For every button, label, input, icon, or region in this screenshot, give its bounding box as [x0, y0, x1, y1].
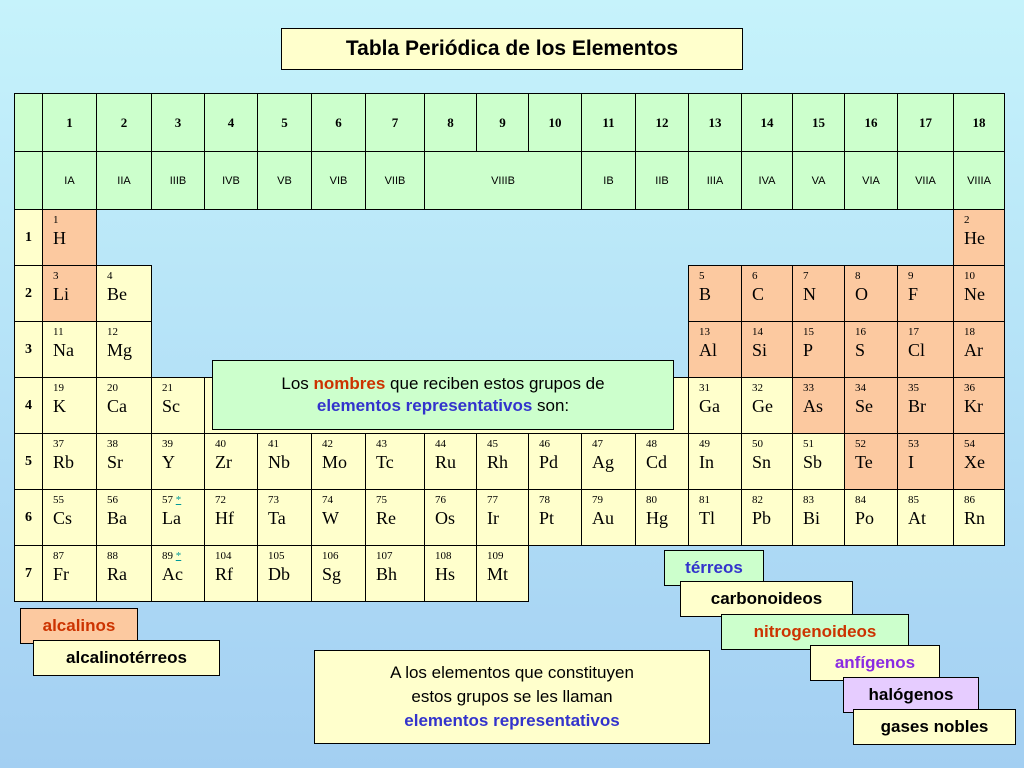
atomic-number: 52 [855, 438, 866, 450]
element-symbol: Rf [215, 564, 233, 584]
element-cell [425, 490, 477, 546]
atomic-number: 49 [699, 438, 710, 450]
element-cell [898, 266, 954, 322]
element-symbol: Tl [699, 508, 715, 528]
gap [97, 210, 954, 266]
element-cell [152, 378, 205, 434]
label-halogenos: halógenos [843, 677, 979, 713]
element-symbol: Tc [376, 452, 394, 472]
element-cell [636, 490, 689, 546]
atomic-number: 39 [162, 438, 173, 450]
element-symbol: Rb [53, 452, 75, 472]
element-cell [97, 434, 152, 490]
atomic-number: 81 [699, 494, 710, 506]
group-header: 12 [636, 94, 689, 152]
element-symbol: As [803, 396, 824, 416]
atomic-number: 47 [592, 438, 603, 450]
period-row [15, 266, 1005, 322]
element-symbol: Rh [487, 452, 509, 472]
element-cell [152, 434, 205, 490]
element-cell [954, 266, 1005, 322]
label-anfigenos: anfígenos [810, 645, 940, 681]
element-symbol: Sn [752, 452, 772, 472]
element-cell [97, 490, 152, 546]
element-symbol: Nb [268, 452, 290, 472]
element-symbol: He [964, 228, 985, 248]
element-cell [636, 434, 689, 490]
element-cell [742, 266, 793, 322]
group-header: 7 [366, 94, 425, 152]
element-symbol: Be [107, 284, 127, 304]
element-cell [954, 378, 1005, 434]
element-cell [312, 434, 366, 490]
atomic-number: 105 [268, 550, 285, 562]
element-symbol: In [699, 452, 714, 472]
group-roman-row [15, 152, 1005, 210]
period-label: 7 [15, 546, 43, 602]
label-alcalinoterreos: alcalinotérreos [33, 640, 220, 676]
atomic-number: 8 [855, 270, 861, 282]
element-symbol: O [855, 284, 868, 304]
element-symbol: Ba [107, 508, 127, 528]
representative-elements-note [314, 650, 710, 744]
group-header: 9 [477, 94, 529, 152]
atomic-number: 108 [435, 550, 452, 562]
element-cell [689, 378, 742, 434]
atomic-number: 85 [908, 494, 919, 506]
atomic-number: 9 [908, 270, 914, 282]
label-alcalinos: alcalinos [20, 608, 138, 644]
group-header: 18 [954, 94, 1005, 152]
atomic-number: 6 [752, 270, 758, 282]
group-header: 15 [793, 94, 845, 152]
atomic-number: 31 [699, 382, 710, 394]
group-header: 6 [312, 94, 366, 152]
element-cell [845, 266, 898, 322]
element-cell [152, 490, 205, 546]
element-cell [689, 434, 742, 490]
actinide-link[interactable]: * [175, 550, 182, 562]
representative-groups-note [212, 360, 674, 430]
element-symbol: Ga [699, 396, 720, 416]
group-header: 17 [898, 94, 954, 152]
group-number-row [15, 94, 1005, 152]
group-roman: IA [43, 152, 97, 210]
element-symbol: Te [855, 452, 873, 472]
note-text: Los [281, 374, 314, 393]
element-cell [742, 322, 793, 378]
element-cell [582, 490, 636, 546]
element-symbol: Fr [53, 564, 70, 584]
element-symbol: H [53, 228, 66, 248]
atomic-number: 16 [855, 326, 866, 338]
element-cell [258, 546, 312, 602]
note-line-1 [281, 373, 604, 395]
element-symbol: Ca [107, 396, 127, 416]
element-cell [845, 378, 898, 434]
element-symbol: Ra [107, 564, 127, 584]
element-cell [258, 434, 312, 490]
atomic-number: 11 [53, 326, 64, 338]
atomic-number: 50 [752, 438, 763, 450]
group-header: 10 [529, 94, 582, 152]
element-symbol: C [752, 284, 765, 304]
element-symbol: Y [162, 452, 175, 472]
atomic-number: 79 [592, 494, 603, 506]
label-gases-nobles: gases nobles [853, 709, 1016, 745]
atomic-number: 54 [964, 438, 975, 450]
atomic-number: 77 [487, 494, 498, 506]
atomic-number: 45 [487, 438, 498, 450]
atomic-number: 15 [803, 326, 814, 338]
element-cell [43, 322, 97, 378]
atomic-number: 20 [107, 382, 118, 394]
element-cell [793, 378, 845, 434]
atomic-number: 38 [107, 438, 118, 450]
element-cell [954, 210, 1005, 266]
note-line-2 [317, 395, 569, 417]
period-label: 3 [15, 322, 43, 378]
element-cell [845, 322, 898, 378]
atomic-number: 56 [107, 494, 118, 506]
atomic-number: 41 [268, 438, 279, 450]
atomic-number: 21 [162, 382, 173, 394]
atomic-number: 82 [752, 494, 763, 506]
element-cell [954, 322, 1005, 378]
group-header: 13 [689, 94, 742, 152]
element-cell [477, 546, 529, 602]
atomic-number: 73 [268, 494, 279, 506]
element-symbol: Ru [435, 452, 457, 472]
element-cell [954, 490, 1005, 546]
atomic-number: 17 [908, 326, 919, 338]
group-roman: VA [793, 152, 845, 210]
group-header: 2 [97, 94, 152, 152]
element-symbol: Li [53, 284, 69, 304]
element-cell [43, 210, 97, 266]
element-symbol: Cs [53, 508, 73, 528]
group-roman: VB [258, 152, 312, 210]
group-header: 5 [258, 94, 312, 152]
note-highlight-nombres: nombres [313, 374, 386, 393]
element-cell [43, 546, 97, 602]
atomic-number: 14 [752, 326, 763, 338]
element-symbol: Ar [964, 340, 983, 360]
atomic-number: 78 [539, 494, 550, 506]
period-label: 6 [15, 490, 43, 546]
element-symbol: Ge [752, 396, 773, 416]
period-label: 4 [15, 378, 43, 434]
period-row [15, 210, 1005, 266]
element-symbol: Zr [215, 452, 232, 472]
atomic-number [152, 546, 204, 562]
element-symbol: Bi [803, 508, 821, 528]
element-symbol: Ac [162, 564, 183, 584]
element-cell [43, 434, 97, 490]
atomic-number-value: 57 [162, 494, 173, 506]
element-symbol: Mo [322, 452, 348, 472]
label-nitrogenoideos: nitrogenoideos [721, 614, 909, 650]
group-roman: IVA [742, 152, 793, 210]
group-roman: VIIIB [425, 152, 582, 210]
period-label: 5 [15, 434, 43, 490]
element-symbol: S [855, 340, 866, 360]
element-cell [742, 434, 793, 490]
element-cell [205, 434, 258, 490]
bottom-note-line-2: estos grupos se les llaman [411, 687, 613, 706]
group-roman: VIA [845, 152, 898, 210]
element-cell [97, 266, 152, 322]
atomic-number: 10 [964, 270, 975, 282]
element-cell [477, 434, 529, 490]
element-cell [582, 434, 636, 490]
element-symbol: Se [855, 396, 873, 416]
element-symbol: Kr [964, 396, 983, 416]
element-symbol: Mt [487, 564, 509, 584]
element-symbol: Ne [964, 284, 985, 304]
element-symbol: Ag [592, 452, 614, 472]
element-symbol: K [53, 396, 66, 416]
atomic-number: 2 [964, 214, 970, 226]
note-text: son: [532, 396, 570, 415]
atomic-number: 33 [803, 382, 814, 394]
element-symbol: Sg [322, 564, 342, 584]
element-cell [366, 546, 425, 602]
element-cell [205, 490, 258, 546]
atomic-number: 34 [855, 382, 866, 394]
corner-cell [15, 94, 43, 152]
atomic-number: 76 [435, 494, 446, 506]
atomic-number: 53 [908, 438, 919, 450]
atomic-number: 3 [53, 270, 59, 282]
atomic-number: 12 [107, 326, 118, 338]
element-symbol: W [322, 508, 339, 528]
element-cell [258, 490, 312, 546]
element-symbol: Db [268, 564, 290, 584]
element-cell [205, 546, 258, 602]
lanthanide-link[interactable]: * [175, 494, 182, 506]
periodic-table [14, 93, 1005, 602]
element-cell [793, 266, 845, 322]
element-symbol: Au [592, 508, 614, 528]
atomic-number: 1 [53, 214, 59, 226]
atomic-number [152, 490, 204, 506]
element-cell [529, 490, 582, 546]
element-cell [689, 322, 742, 378]
element-symbol: Sr [107, 452, 124, 472]
element-cell [43, 266, 97, 322]
atomic-number: 4 [107, 270, 113, 282]
element-symbol: Bh [376, 564, 398, 584]
group-roman: VIIA [898, 152, 954, 210]
element-symbol: Al [699, 340, 717, 360]
atomic-number: 18 [964, 326, 975, 338]
atomic-number: 51 [803, 438, 814, 450]
element-symbol: Si [752, 340, 768, 360]
element-cell [43, 490, 97, 546]
atomic-number: 106 [322, 550, 339, 562]
element-cell [689, 490, 742, 546]
group-roman: IIB [636, 152, 689, 210]
atomic-number: 19 [53, 382, 64, 394]
element-cell [477, 490, 529, 546]
element-cell [793, 434, 845, 490]
atomic-number: 5 [699, 270, 705, 282]
element-cell [152, 546, 205, 602]
atomic-number: 37 [53, 438, 64, 450]
element-symbol: I [908, 452, 914, 472]
group-roman: VIB [312, 152, 366, 210]
element-symbol: Hf [215, 508, 234, 528]
element-cell [689, 266, 742, 322]
group-roman: IB [582, 152, 636, 210]
label-terreos: térreos [664, 550, 764, 586]
bottom-note-line-3: elementos representativos [404, 711, 620, 730]
atomic-number-value: 89 [162, 550, 173, 562]
group-roman: IIIA [689, 152, 742, 210]
element-symbol: F [908, 284, 919, 304]
atomic-number: 7 [803, 270, 809, 282]
element-symbol: Re [376, 508, 396, 528]
atomic-number: 109 [487, 550, 504, 562]
atomic-number: 104 [215, 550, 232, 562]
element-cell [898, 378, 954, 434]
element-symbol: Na [53, 340, 74, 360]
period-row [15, 490, 1005, 546]
element-symbol: Sb [803, 452, 823, 472]
element-cell [898, 322, 954, 378]
group-roman: IIA [97, 152, 152, 210]
atomic-number: 48 [646, 438, 657, 450]
element-symbol: P [803, 340, 814, 360]
group-header: 4 [205, 94, 258, 152]
element-symbol: Ta [268, 508, 286, 528]
gap [152, 266, 689, 322]
element-cell [425, 434, 477, 490]
atomic-number: 46 [539, 438, 550, 450]
group-roman: IIIB [152, 152, 205, 210]
element-cell [43, 378, 97, 434]
atomic-number: 42 [322, 438, 333, 450]
element-symbol: Po [855, 508, 875, 528]
element-symbol: At [908, 508, 926, 528]
element-symbol: Pb [752, 508, 772, 528]
group-header: 8 [425, 94, 477, 152]
element-cell [742, 490, 793, 546]
atomic-number: 36 [964, 382, 975, 394]
group-header: 1 [43, 94, 97, 152]
note-text: que reciben estos grupos de [385, 374, 605, 393]
period-row [15, 434, 1005, 490]
element-cell [845, 434, 898, 490]
period-label: 2 [15, 266, 43, 322]
element-symbol: Cl [908, 340, 926, 360]
element-cell [97, 322, 152, 378]
atomic-number: 88 [107, 550, 118, 562]
element-cell [97, 546, 152, 602]
element-symbol: Xe [964, 452, 985, 472]
group-roman: VIIIA [954, 152, 1005, 210]
note-highlight-representativos: elementos representativos [316, 396, 533, 415]
group-header: 16 [845, 94, 898, 152]
atomic-number: 13 [699, 326, 710, 338]
label-carbonoideos: carbonoideos [680, 581, 853, 617]
element-cell [425, 546, 477, 602]
atomic-number: 75 [376, 494, 387, 506]
group-roman: VIIB [366, 152, 425, 210]
group-header: 3 [152, 94, 205, 152]
element-symbol: Pt [539, 508, 555, 528]
atomic-number: 35 [908, 382, 919, 394]
element-symbol: Cd [646, 452, 668, 472]
atomic-number: 84 [855, 494, 866, 506]
element-symbol: Pd [539, 452, 559, 472]
atomic-number: 43 [376, 438, 387, 450]
element-symbol: Ir [487, 508, 499, 528]
atomic-number: 74 [322, 494, 333, 506]
atomic-number: 55 [53, 494, 64, 506]
atomic-number: 107 [376, 550, 393, 562]
atomic-number: 40 [215, 438, 226, 450]
page-title: Tabla Periódica de los Elementos [281, 28, 743, 70]
element-symbol: Sc [162, 396, 180, 416]
element-cell [742, 378, 793, 434]
element-symbol: Br [908, 396, 926, 416]
element-symbol: N [803, 284, 816, 304]
element-cell [898, 490, 954, 546]
atomic-number: 83 [803, 494, 814, 506]
atomic-number: 87 [53, 550, 64, 562]
atomic-number: 86 [964, 494, 975, 506]
atomic-number: 44 [435, 438, 446, 450]
group-header: 11 [582, 94, 636, 152]
element-cell [366, 434, 425, 490]
element-symbol: Mg [107, 340, 133, 360]
element-cell [954, 434, 1005, 490]
bottom-note-line-1: A los elementos que constituyen [390, 663, 634, 682]
period-row [15, 546, 1005, 602]
element-cell [97, 378, 152, 434]
element-cell [312, 490, 366, 546]
atomic-number: 80 [646, 494, 657, 506]
element-symbol: Hs [435, 564, 456, 584]
element-cell [845, 490, 898, 546]
element-cell [312, 546, 366, 602]
element-symbol: B [699, 284, 712, 304]
element-symbol: Rn [964, 508, 986, 528]
atomic-number: 72 [215, 494, 226, 506]
element-symbol: Os [435, 508, 456, 528]
period-label: 1 [15, 210, 43, 266]
element-cell [793, 322, 845, 378]
corner-cell [15, 152, 43, 210]
element-cell [898, 434, 954, 490]
element-cell [366, 490, 425, 546]
group-header: 14 [742, 94, 793, 152]
element-symbol: Hg [646, 508, 668, 528]
element-cell [793, 490, 845, 546]
atomic-number: 32 [752, 382, 763, 394]
group-roman: IVB [205, 152, 258, 210]
element-cell [529, 434, 582, 490]
element-symbol: La [162, 508, 181, 528]
